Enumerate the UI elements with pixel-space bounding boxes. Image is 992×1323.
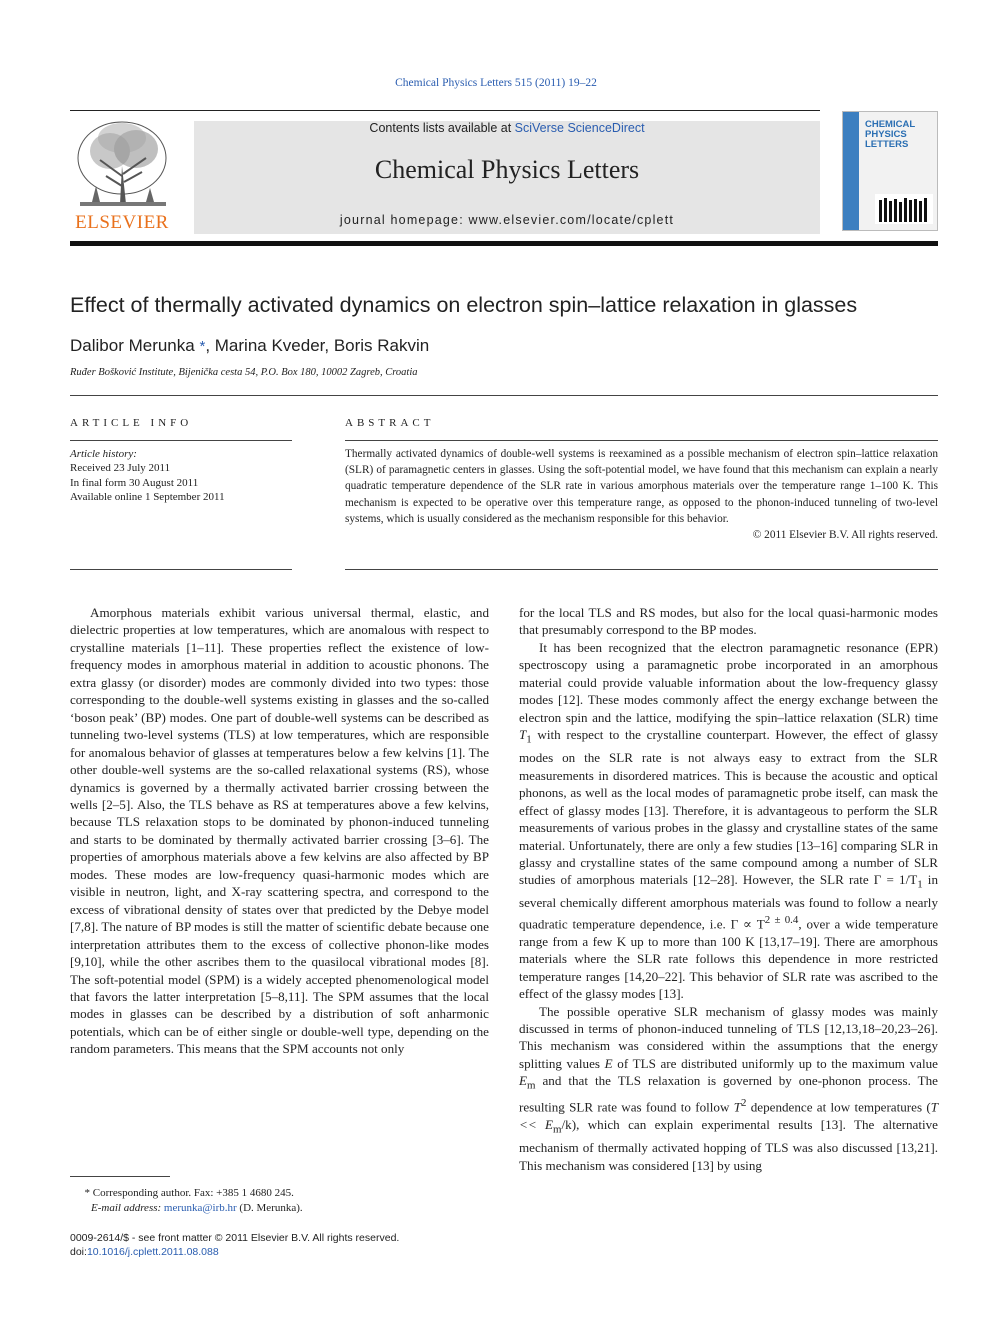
info-bottom-rule: [70, 569, 292, 570]
history-revised: In final form 30 August 2011: [70, 476, 199, 489]
corresponding-author-footnote: [70, 1186, 294, 1201]
email-label: E-mail address:: [91, 1202, 162, 1214]
math-expression: Γ ∝ T: [730, 916, 765, 932]
info-rule: [70, 440, 292, 441]
journal-cover-image: [842, 111, 938, 231]
text-run: in several chemically different amorphous materials was found to follow a nearly quadratic temperature dependence, i.e.: [519, 872, 938, 932]
contents-line: [194, 121, 820, 135]
footnote-mark: *: [84, 1187, 90, 1199]
cover-title-line: LETTERS: [865, 139, 909, 150]
body-column-left: [70, 604, 489, 1058]
corresponding-author-mark[interactable]: *: [199, 338, 206, 355]
author-names-rest: , Marina Kveder, Boris Rakvin: [205, 336, 430, 355]
abstract-heading: ABSTRACT: [345, 417, 435, 429]
cover-illustration: [875, 194, 933, 224]
history-online: Available online 1 September 2011: [70, 490, 225, 503]
math-symbol: T: [733, 1099, 741, 1115]
footnote-rule: [70, 1176, 170, 1177]
body-paragraph: [519, 1003, 938, 1175]
text-run: , over a wide temperature range from a few K up to more than 100 K [13,17–19]. There are amorphous materials where the SLR rate follows this dependence in more restricted temperature ranges [14,20–22]. This behavior of SLR rate was ascribed to the effect of the glassy modes [13].: [519, 916, 939, 1002]
body-paragraph: Amorphous materials exhibit various universal thermal, elastic, and dielectric properties at low temperatures, which are anomalous with respect to crystalline materials [1–11]. These properties reflect the existence of low-frequency modes in amorphous material in addition to acoustic phonons. The extra glassy (or disorder) modes are commonly divided into two types: those corresponding to the double-well systems existing in glasses and the so-called ‘boson peak’ (BP) modes. One part of double-well systems can be described as tunneling two-level systems (TLS) at low temperatures, which are responsible for anomalous behavior of glasses at temperatures below a few kelvins [1]. The other double-well systems are the so-called relaxational systems (RS), whose dynamics is governed by a thermally activated barrier crossing between the wells [2–5]. Also, the TLS behave as RS at temperatures above a few kelvins, because TLS relaxation stops to be dominated by phonon-induced tunneling and starts to be dominated by thermally activated barrier crossing [3–6]. The properties of amorphous materials above a few kelvins are also affected by BP modes. These modes are low-frequency quasi-harmonic modes which are visible in neutron, light, and X-ray scattering spectra, and correspond to the excess of vibrational density of states over that predicted by the Debye model [7,8]. The nature of BP modes is still the matter of scientific debate because one interpretation attributes them to the excess of collective phonon-like modes [9,10], while the other ascribes them to the quasilocal vibrational modes [8]. The soft-potential model (SPM) is a widely accepted phenomenological model that favors the latter interpretation [5–8,11]. The SPM assumes that the local modes in glasses can be described by a distribution of soft anharmonic potentials, which can be of either single or double-well type, depending on the random parameters. This means that the SPM accounts not only: [70, 605, 489, 1057]
doi-line: [70, 1245, 219, 1259]
author-list: [70, 336, 429, 356]
body-column-right: [519, 604, 938, 1174]
journal-homepage[interactable]: journal homepage: www.elsevier.com/locate/cplett: [339, 213, 675, 227]
header-rule: [70, 110, 820, 111]
math-subscript: m: [527, 1079, 536, 1092]
text-run: with respect to the crystalline counterpart. However, the effect of glassy modes on the SLR rate is not always easy to extract from the SLR measurements in disordered matrices. This is because the acoustic and optical phonons, as well as the local modes of paramagnetic probe itself, can mask the effect of glassy modes [13]. Therefore, it is advantageous to perform the SLR measurements of various probes in the glassy and crystalline states of the same material. Unfortunately, there are only a few studies [13–16] comparing SLR in glassy and crystalline states of the same compound among a number of SLR studies of amorphous materials [12–28]. However, the SLR rate: [519, 727, 938, 888]
abstract-copyright: © 2011 Elsevier B.V. All rights reserved.: [752, 529, 938, 542]
text-run: The possible operative SLR mechanism of glassy modes was mainly discussed in terms of phonon-induced tunneling of TLS [12,13,18–20,23–26]. This mechanism was considered within the assumptions that the energy splitting values: [519, 1003, 938, 1071]
math-subscript: 1: [526, 733, 532, 746]
header-thick-rule: [70, 241, 938, 246]
math-subscript: 1: [917, 879, 923, 892]
math-symbol: T: [519, 727, 527, 743]
doi-link[interactable]: 10.1016/j.cplett.2011.08.088: [86, 1246, 219, 1258]
body-paragraph: for the local TLS and RS modes, but also for the local quasi-harmonic modes that presumably correspond to the BP modes.: [519, 605, 938, 638]
journal-reference[interactable]: Chemical Physics Letters 515 (2011) 19–22: [395, 77, 597, 89]
email-link[interactable]: merunka@irb.hr: [163, 1202, 237, 1214]
author-name: Dalibor Merunka: [70, 336, 195, 355]
math-superscript: 2 ± 0.4: [764, 913, 799, 926]
sciencedirect-link[interactable]: SciVerse ScienceDirect: [514, 121, 645, 135]
math-expression: /k: [561, 1117, 572, 1133]
contents-prefix: Contents lists available at: [369, 121, 515, 135]
article-history: [70, 447, 292, 504]
paper-title: Effect of thermally activated dynamics on electron spin–lattice relaxation in glasses: [70, 293, 858, 317]
cover-title-line: CHEMICAL: [865, 119, 916, 130]
elsevier-wordmark: ELSEVIER: [75, 212, 169, 233]
text-run: and that the TLS relaxation is governed by one-phonon process. The resulting SLR rate was found to follow: [519, 1073, 938, 1115]
email-footnote: [91, 1201, 303, 1216]
body-paragraph: [519, 639, 938, 1003]
section-rule: [70, 395, 938, 396]
journal-title: Chemical Physics Letters: [374, 155, 640, 184]
math-subscript: m: [553, 1123, 562, 1136]
text-run: It has been recognized that the electron paramagnetic resonance (EPR) spectroscopy using a paramagnetic probe incorporated in an amorphous material could provide valuable information about the low-frequency glassy modes [12]. These modes commonly affect the energy exchange between the electron spin and the lattice, modifying the spin–lattice relaxation (SLR) time: [519, 639, 938, 725]
history-title: Article history:: [70, 448, 137, 460]
doi-label: doi:: [70, 1246, 87, 1258]
cover-title: [865, 120, 915, 150]
history-received: Received 23 July 2011: [70, 462, 171, 475]
abstract-rule: [345, 440, 938, 441]
cover-title-line: PHYSICS: [865, 129, 907, 140]
math-symbol: E: [604, 1055, 613, 1071]
math-superscript: 2: [741, 1097, 747, 1110]
issn-line: 0009-2614/$ - see front matter © 2011 Elsevier B.V. All rights reserved.: [70, 1232, 400, 1244]
abstract-text: Thermally activated dynamics of double-well systems is reexamined as a possible mechanism of electron spin–lattice relaxation (SLR) of paramagnetic centers in glasses. Using the soft-potential model, we have found that this mechanism can explain a nearly quadratic temperature dependence of the SLR rate in various amorphous materials over the temperature range 1–100 K. This mechanism is expected to be operative over this temperature range, as opposed to the phonon-induced tunneling of two-level systems, which is usually considered as the mechanism responsible for this behavior.: [345, 448, 938, 525]
abstract-bottom-rule: [345, 569, 938, 570]
text-run: dependence at low temperatures (: [746, 1099, 931, 1115]
article-info-heading: ARTICLE INFO: [70, 417, 193, 429]
math-symbol: E: [519, 1073, 527, 1089]
text-run: ), which can explain experimental results [13]. The alternative mechanism of thermally activated hopping of TLS was also discussed [13,21]. This mechanism was considered [13] by using: [519, 1117, 938, 1173]
text-run: of TLS are distributed uniformly up to the maximum value: [612, 1055, 938, 1071]
math-expression: T << E: [519, 1099, 939, 1133]
abstract-body: [345, 446, 938, 543]
cover-band: [843, 112, 859, 231]
email-tail: (D. Merunka).: [236, 1202, 303, 1214]
affiliation: Ruđer Bošković Institute, Bijenička cesta 54, P.O. Box 180, 10002 Zagreb, Croatia: [70, 367, 418, 378]
footnote-text: Corresponding author. Fax: +385 1 4680 245.: [92, 1187, 294, 1199]
math-expression: Γ = 1/T: [873, 872, 918, 888]
